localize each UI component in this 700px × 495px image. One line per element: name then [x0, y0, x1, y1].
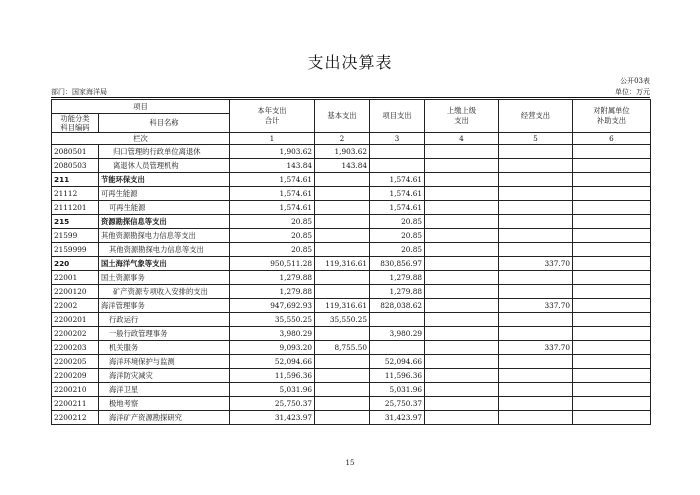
header-row-top	[52, 100, 651, 114]
cell-basic: 119,316.61	[315, 299, 370, 313]
page-number: 15	[345, 459, 355, 467]
header-business: 经营支出	[499, 100, 573, 133]
cell-code: 2200209	[52, 369, 99, 383]
cell-basic	[315, 229, 370, 243]
cell-project: 20.85	[370, 215, 425, 229]
cell-basic	[315, 285, 370, 299]
cell-subsidy	[573, 215, 651, 229]
col-index: 4	[425, 133, 499, 145]
cell-total: 1,574.61	[230, 201, 315, 215]
table-row	[52, 215, 651, 229]
table-row	[52, 257, 651, 271]
header-row-index	[52, 133, 651, 145]
header-func-code: 功能分类 科目编码	[52, 114, 99, 133]
cell-basic: 143.84	[315, 159, 370, 173]
cell-name: 节能环保支出	[99, 173, 230, 187]
cell-subsidy	[573, 369, 651, 383]
expenditure-table	[51, 99, 651, 425]
cell-code: 211	[52, 173, 99, 187]
header-basic: 基本支出	[315, 100, 370, 133]
cell-subsidy	[573, 411, 651, 425]
cell-project: 830,856.97	[370, 257, 425, 271]
cell-upper	[425, 285, 499, 299]
cell-upper	[425, 397, 499, 411]
cell-upper	[425, 229, 499, 243]
cell-subsidy	[573, 187, 651, 201]
cell-business: 337.70	[499, 341, 573, 355]
cell-subsidy	[573, 229, 651, 243]
table-row	[52, 159, 651, 173]
cell-total: 9,093.20	[230, 341, 315, 355]
cell-basic: 119,316.61	[315, 257, 370, 271]
cell-name: 行政运行	[99, 313, 230, 327]
cell-business	[499, 313, 573, 327]
cell-upper	[425, 369, 499, 383]
cell-subsidy	[573, 201, 651, 215]
cell-code: 2080503	[52, 159, 99, 173]
cell-name: 极地考察	[99, 397, 230, 411]
cell-basic: 8,755.50	[315, 341, 370, 355]
cell-basic	[315, 411, 370, 425]
cell-code: 22002	[52, 299, 99, 313]
header-project-expense: 项目支出	[370, 100, 425, 133]
cell-total: 1,279.88	[230, 285, 315, 299]
header-total: 本年支出 合计	[230, 100, 315, 133]
cell-business	[499, 145, 573, 159]
table-row	[52, 369, 651, 383]
cell-name: 海洋环境保护与监测	[99, 355, 230, 369]
cell-name: 海洋卫星	[99, 383, 230, 397]
cell-upper	[425, 299, 499, 313]
cell-code: 2200210	[52, 383, 99, 397]
cell-business	[499, 327, 573, 341]
cell-project: 1,574.61	[370, 187, 425, 201]
table-row	[52, 411, 651, 425]
cell-upper	[425, 411, 499, 425]
cell-project: 828,038.62	[370, 299, 425, 313]
cell-total: 1,279.88	[230, 271, 315, 285]
cell-total: 1,574.61	[230, 173, 315, 187]
cell-business	[499, 243, 573, 257]
cell-business	[499, 285, 573, 299]
cell-upper	[425, 271, 499, 285]
cell-business: 337.70	[499, 257, 573, 271]
cell-subsidy	[573, 285, 651, 299]
cell-upper	[425, 355, 499, 369]
cell-business	[499, 355, 573, 369]
cell-basic	[315, 243, 370, 257]
cell-business: 337.70	[499, 299, 573, 313]
cell-basic	[315, 271, 370, 285]
cell-project: 31,423.97	[370, 411, 425, 425]
cell-name: 国土海洋气象等支出	[99, 257, 230, 271]
cell-business	[499, 215, 573, 229]
cell-subsidy	[573, 145, 651, 159]
form-number: 公开03表	[620, 77, 650, 85]
cell-project: 11,596.36	[370, 369, 425, 383]
header-subject-name: 科目名称	[99, 114, 230, 133]
cell-code: 22001	[52, 271, 99, 285]
cell-upper	[425, 257, 499, 271]
cell-subsidy	[573, 243, 651, 257]
col-index: 5	[499, 133, 573, 145]
cell-upper	[425, 173, 499, 187]
header-project: 项目	[52, 100, 230, 114]
cell-subsidy	[573, 383, 651, 397]
cell-basic	[315, 173, 370, 187]
cell-name: 海洋矿产资源勘探研究	[99, 411, 230, 425]
table-row	[52, 383, 651, 397]
table-row	[52, 327, 651, 341]
cell-total: 950,511.28	[230, 257, 315, 271]
cell-basic	[315, 369, 370, 383]
cell-name: 国土资源事务	[99, 271, 230, 285]
cell-basic	[315, 327, 370, 341]
cell-total: 947,692.93	[230, 299, 315, 313]
cell-subsidy	[573, 397, 651, 411]
unit-label: 单位：万元	[615, 88, 650, 96]
cell-total: 5,031.96	[230, 383, 315, 397]
cell-basic: 1,903.62	[315, 145, 370, 159]
cell-project: 5,031.96	[370, 383, 425, 397]
cell-total: 31,423.97	[230, 411, 315, 425]
col-index: 1	[230, 133, 315, 145]
header-subsidy: 对附属单位 补助支出	[573, 100, 651, 133]
header-upper: 上缴上级 支出	[425, 100, 499, 133]
cell-basic	[315, 355, 370, 369]
cell-upper	[425, 187, 499, 201]
table-row	[52, 271, 651, 285]
cell-upper	[425, 145, 499, 159]
table-row	[52, 243, 651, 257]
cell-business	[499, 411, 573, 425]
cell-total: 3,980.29	[230, 327, 315, 341]
cell-project	[370, 159, 425, 173]
table-row	[52, 285, 651, 299]
table-row	[52, 313, 651, 327]
cell-total: 11,596.36	[230, 369, 315, 383]
cell-business	[499, 397, 573, 411]
cell-code: 220	[52, 257, 99, 271]
cell-total: 25,750.37	[230, 397, 315, 411]
department-label: 部门：国家海洋局	[51, 88, 107, 96]
cell-name: 可再生能源	[99, 201, 230, 215]
cell-code: 2200205	[52, 355, 99, 369]
cell-code: 2111201	[52, 201, 99, 215]
cell-name: 离退休人员管理机构	[99, 159, 230, 173]
cell-subsidy	[573, 173, 651, 187]
cell-subsidy	[573, 341, 651, 355]
cell-subsidy	[573, 257, 651, 271]
cell-basic	[315, 383, 370, 397]
cell-upper	[425, 341, 499, 355]
cell-basic	[315, 397, 370, 411]
cell-name: 机关服务	[99, 341, 230, 355]
cell-project: 20.85	[370, 243, 425, 257]
cell-code: 2080501	[52, 145, 99, 159]
cell-upper	[425, 215, 499, 229]
cell-subsidy	[573, 355, 651, 369]
cell-subsidy	[573, 271, 651, 285]
cell-basic: 35,550.25	[315, 313, 370, 327]
col-index: 6	[573, 133, 651, 145]
cell-code: 215	[52, 215, 99, 229]
cell-name: 资源勘探信息等支出	[99, 215, 230, 229]
cell-total: 20.85	[230, 229, 315, 243]
cell-project: 52,094.66	[370, 355, 425, 369]
cell-subsidy	[573, 159, 651, 173]
cell-upper	[425, 243, 499, 257]
cell-total: 20.85	[230, 243, 315, 257]
cell-business	[499, 369, 573, 383]
cell-business	[499, 173, 573, 187]
cell-project: 20.85	[370, 229, 425, 243]
cell-total: 35,550.25	[230, 313, 315, 327]
cell-name: 其他资源勘探电力信息等支出	[99, 229, 230, 243]
col-index: 2	[315, 133, 370, 145]
cell-basic	[315, 215, 370, 229]
cell-code: 2200211	[52, 397, 99, 411]
table-row	[52, 229, 651, 243]
cell-business	[499, 271, 573, 285]
cell-upper	[425, 383, 499, 397]
cell-upper	[425, 327, 499, 341]
page-title: 支出决算表	[307, 53, 393, 72]
cell-total: 20.85	[230, 215, 315, 229]
cell-upper	[425, 313, 499, 327]
cell-project: 3,980.29	[370, 327, 425, 341]
table-row	[52, 187, 651, 201]
cell-name: 其他资源勘探电力信息等支出	[99, 243, 230, 257]
cell-subsidy	[573, 327, 651, 341]
cell-name: 归口管理的行政单位离退休	[99, 145, 230, 159]
cell-upper	[425, 159, 499, 173]
cell-code: 21599	[52, 229, 99, 243]
table-row	[52, 145, 651, 159]
cell-project: 1,574.61	[370, 173, 425, 187]
cell-name: 一般行政管理事务	[99, 327, 230, 341]
table-row	[52, 201, 651, 215]
table-row	[52, 299, 651, 313]
cell-project: 1,574.61	[370, 201, 425, 215]
cell-basic	[315, 201, 370, 215]
cell-code: 2200201	[52, 313, 99, 327]
cell-total: 1,903.62	[230, 145, 315, 159]
cell-code: 2200212	[52, 411, 99, 425]
cell-subsidy	[573, 313, 651, 327]
cell-name: 海洋管理事务	[99, 299, 230, 313]
cell-project	[370, 145, 425, 159]
cell-code: 2200120	[52, 285, 99, 299]
cell-code: 2200203	[52, 341, 99, 355]
cell-basic	[315, 187, 370, 201]
cell-code: 2159999	[52, 243, 99, 257]
table-row	[52, 341, 651, 355]
cell-upper	[425, 201, 499, 215]
cell-business	[499, 383, 573, 397]
table-row	[52, 173, 651, 187]
header-col-label: 栏次	[52, 133, 230, 145]
cell-subsidy	[573, 299, 651, 313]
cell-total: 52,094.66	[230, 355, 315, 369]
col-index: 3	[370, 133, 425, 145]
cell-code: 2200202	[52, 327, 99, 341]
cell-business	[499, 201, 573, 215]
cell-name: 海洋防灾减灾	[99, 369, 230, 383]
cell-name: 可再生能源	[99, 187, 230, 201]
cell-project: 1,279.88	[370, 285, 425, 299]
cell-name: 矿产资源专项收入安排的支出	[99, 285, 230, 299]
cell-business	[499, 229, 573, 243]
cell-total: 1,574.61	[230, 187, 315, 201]
cell-project	[370, 313, 425, 327]
cell-code: 21112	[52, 187, 99, 201]
cell-project: 1,279.88	[370, 271, 425, 285]
table-row	[52, 355, 651, 369]
cell-business	[499, 159, 573, 173]
table-row	[52, 397, 651, 411]
header-rule	[51, 97, 650, 98]
cell-total: 143.84	[230, 159, 315, 173]
cell-business	[499, 187, 573, 201]
cell-project: 25,750.37	[370, 397, 425, 411]
cell-project	[370, 341, 425, 355]
